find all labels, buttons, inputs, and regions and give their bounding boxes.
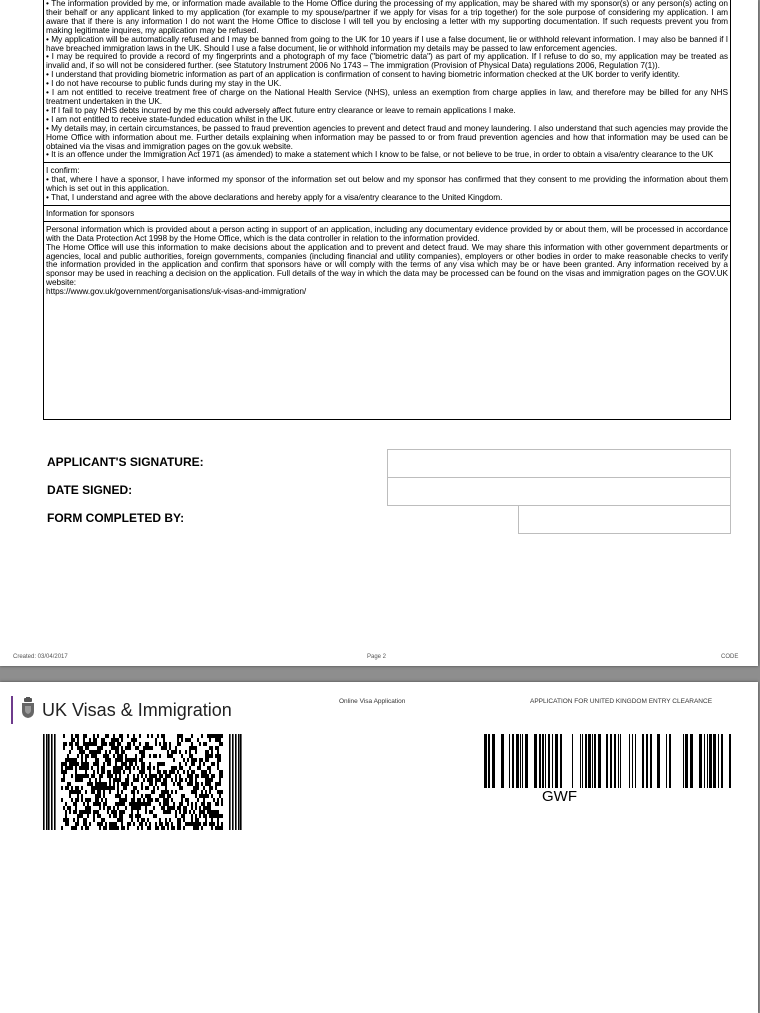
application-title: APPLICATION FOR UNITED KINGDOM ENTRY CLEARANCE: [530, 698, 713, 705]
pdf417-barcode-icon: [43, 734, 242, 830]
page-number: Page 2: [367, 654, 387, 660]
declaration-bullet: • The information provided by me, or information made available to the Home Office during the processing of my application, may be shared with my sponsor(s) or any person(s) acting on their behalf or any applicant linked to my application (for example to my spouse/partner if we apply for visas for a trip together) for the sole purpose of considering my application. I am aware that if there is any information I do not want the Home Office to disclose I will tell you by enclosing a letter with my supporting documentation. If such requests prevent you from making legitimate inquires, my application may be refused.: [46, 0, 728, 35]
sponsors-paragraph: Personal information which is provided about a person acting in support of an application, including any documentary evidence provided by or about them, will be processed in accordance with the Data Protection Act 1998 by the Home Office, which is the data controller in relation to the information provided.: [46, 223, 728, 243]
section-divider: [44, 162, 730, 163]
date-signed-field[interactable]: [387, 477, 731, 506]
sponsors-link[interactable]: https://www.gov.uk/government/organisations/uk-visas-and-immigration/: [46, 286, 307, 297]
declaration-bullet: • My details may, in certain circumstances, be passed to fraud prevention agencies to prevent and detect fraud and money laundering. I also understand that such agencies may provide the Home Office with information about me. Further details explaining when information may be passed to or from fraud prevention agencies and how that information may be used can be obtained via the visas and immigration pages on the gov.uk website.: [46, 122, 728, 151]
confirm-item: • that, where I have a sponsor, I have informed my sponsor of the information set out below and my sponsor has confirmed that they consent to me providing the information about them which is set out in this application.: [46, 174, 728, 194]
applicant-signature-label: APPLICANT'S SIGNATURE:: [47, 455, 204, 469]
declaration-bullet: • I am not entitled to receive state-funded education whilst in the UK.: [46, 113, 294, 124]
form-completed-by-field[interactable]: [518, 505, 731, 534]
online-application-label: Online Visa Application: [339, 698, 406, 705]
code-label: CODE: [721, 654, 739, 660]
confirm-item: • That, I understand and agree with the above declarations and hereby apply for a visa/entry clearance to the United Kingdom.: [46, 192, 503, 203]
brand-name: UK Visas & Immigration: [42, 700, 232, 720]
declaration-text: [46, 0, 728, 296]
royal-crest-icon: [20, 697, 36, 719]
section-divider: [44, 221, 730, 222]
document-page-3: [0, 682, 758, 1013]
brand-bar: [11, 696, 13, 724]
created-date: Created: 03/04/2017: [13, 654, 68, 660]
declaration-bullet: • If I fail to pay NHS debts incurred by me this could adversely affect future entry clearance or leave to remain applications I make.: [46, 104, 516, 115]
declaration-bullet: • I do not have recourse to public funds during my stay in the UK.: [46, 78, 282, 89]
linear-barcode-icon: [479, 734, 732, 788]
form-completed-by-label: FORM COMPLETED BY:: [47, 511, 185, 525]
declaration-bullet: • My application will be automatically refused and I may be banned from going to the UK for 10 years if I use a false document, lie or withhold relevant information. I may also be banned if I have breached immigration laws in the UK. Should I use a false document, lie or withhold information my details may be passed to law enforcement agencies.: [46, 33, 728, 53]
applicant-signature-field[interactable]: [387, 449, 731, 478]
sponsors-paragraph: The Home Office will use this information to make decisions about the application and to prevent and detect fraud. We may share this information with other government departments or agencies, local and public authorities, foreign governments, companies (including financial and utility companies), employers or other bodies in order to make reasonable checks to verify the information provided in the application and confirm that sponsors have or will comply with the terms of any visa which may be or have been granted. Any information received by a sponsor may be used in reaching a decision on the application. Full details of the way in which the data may be processed can be found on the visas and immigration pages on the GOV.UK website:: [46, 241, 728, 288]
section-divider: [44, 205, 730, 206]
declaration-bullet: • I may be required to provide a record of my fingerprints and a photograph of my face ("biometric data") as part of my application. If I refuse to do so, my application may be treated as invalid and, if so will not be considered further. (see Statutory Instrument 2006 No 1743 – The immigration (Provision of Physical Data) regulations 2006, Regulation 7(1)).: [46, 51, 728, 71]
date-signed-label: DATE SIGNED:: [47, 483, 133, 497]
confirm-heading: I confirm:: [46, 165, 80, 176]
sponsors-heading: Information for sponsors: [46, 207, 135, 218]
declaration-box: [43, 0, 731, 420]
barcode-text: GWF: [542, 788, 577, 805]
declaration-bullet: • It is an offence under the Immigration Act 1971 (as amended) to make a statement which I know to be false, or not believe to be true, in order to obtain a visa/entry clearance to the UK: [46, 149, 714, 160]
declaration-bullet: • I am not entitled to receive treatment free of charge on the National Health Service (NHS), unless an exemption from charge applies in law, and therefore may be billed for any NHS treatment undertaken in the UK.: [46, 87, 728, 106]
declaration-bullet: • I understand that providing biometric information as part of an application is confirmation of consent to having biometric information checked at the UK border to verify identity.: [46, 69, 680, 80]
